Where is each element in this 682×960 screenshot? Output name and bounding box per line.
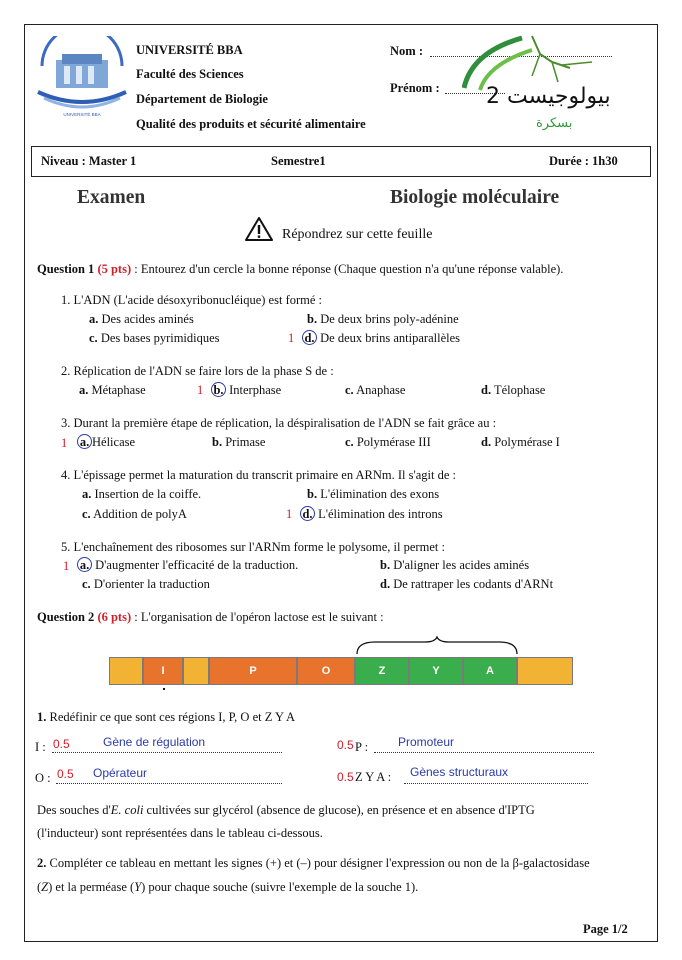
answer-ZYA-label: Z Y A : xyxy=(355,770,392,784)
region-label: O xyxy=(321,665,331,677)
item-2-option-d[interactable]: d. Télophase xyxy=(481,383,546,397)
question-1-text: : Entourez d'un cercle la bonne réponse (Chaque question n'a qu'une réponse valable). xyxy=(131,262,564,276)
para-text: cultivées sur glycérol (absence de glucose), en présence et en absence d'IPTG xyxy=(143,803,535,817)
item-5-text: L'enchaînement des ribosomes sur l'ARNm forme le polysome, il permet : xyxy=(73,540,445,554)
semestre-label: Semestre1 xyxy=(271,154,326,168)
item-2-text: Réplication de l'ADN se faire lors de la phase S de : xyxy=(73,364,334,378)
answer-circle: b. xyxy=(211,382,226,397)
item-3-option-a[interactable] xyxy=(77,434,135,450)
operon-yellow-gap-1 xyxy=(183,657,209,685)
operon-region-I xyxy=(143,657,183,685)
subquestion-1-text: Redéfinir ce que sont ces régions I, P, O et Z Y A xyxy=(49,710,296,724)
item-1-text: L'ADN (L'acide désoxyribonucléique) est formé : xyxy=(73,293,323,307)
item-3-num: 3. xyxy=(61,416,71,430)
item-4-text: L'épissage permet la maturation du transcrit primaire en ARNm. Il s'agit de : xyxy=(73,468,457,482)
subquestion-1 xyxy=(37,710,295,725)
question-2-points: (6 pts) xyxy=(97,610,132,624)
text-part: ( xyxy=(37,880,42,894)
subquestion-2-text: Compléter ce tableau en mettant les signes (+) et (–) pour désigner l'expression ou non de la β-galactosidase xyxy=(46,856,590,870)
niveau-label: Niveau : Master 1 xyxy=(41,154,137,168)
item-1 xyxy=(61,293,322,308)
duree-label: Durée : 1h30 xyxy=(549,154,618,168)
item-3-option-d[interactable]: d. Polymérase I xyxy=(481,435,560,449)
item-1-option-c[interactable]: c. Des bases pyrimidiques xyxy=(89,331,220,345)
watermark-text: بيولوجيست 2 xyxy=(486,84,611,109)
para-text: Des souches d' xyxy=(37,803,111,817)
item-1-score: 1 xyxy=(288,331,295,345)
text-part: ) et la perméase ( xyxy=(48,880,135,894)
item-4-option-b[interactable]: b. L'élimination des exons xyxy=(307,487,440,501)
answer-ZYA-text: Gènes structuraux xyxy=(410,765,509,779)
strains-paragraph-line-1 xyxy=(37,803,535,818)
option-text: Anaphase xyxy=(356,383,406,397)
option-text: Addition de polyA xyxy=(93,507,187,521)
subquestion-1-num: 1. xyxy=(37,710,47,724)
answer-I-text: Gène de régulation xyxy=(103,735,206,749)
question-2-text: : L'organisation de l'opéron lactose est le suivant : xyxy=(131,610,384,624)
item-1-option-d[interactable] xyxy=(302,330,460,346)
option-text: Interphase xyxy=(229,383,282,397)
program-name: Qualité des produits et sécurité alimentaire xyxy=(136,117,366,131)
item-3 xyxy=(61,416,496,431)
item-5-option-c[interactable]: c. D'orienter la traduction xyxy=(82,577,210,591)
operon-region-Z xyxy=(355,657,409,685)
gene-Y: Y xyxy=(134,880,142,894)
answer-circle: d. xyxy=(300,506,315,521)
option-text: Insertion de la coiffe. xyxy=(94,487,202,501)
question-1-header xyxy=(37,262,563,277)
answer-O-score: 0.5 xyxy=(57,767,74,781)
exam-title: Examen xyxy=(77,187,146,208)
subject-title: Biologie moléculaire xyxy=(390,187,560,208)
item-3-option-b[interactable]: b. Primase xyxy=(212,435,266,449)
item-2-option-c[interactable]: c. Anaphase xyxy=(345,383,406,397)
text-part: ) pour chaque souche (suivre l'exemple de la souche 1). xyxy=(141,880,419,894)
option-text: Polymérase III xyxy=(356,435,431,449)
option-text: D'augmenter l'efficacité de la traduction. xyxy=(95,558,299,572)
operon-region-P xyxy=(209,657,297,685)
prenom-label: Prénom : xyxy=(390,81,440,95)
item-5-option-d[interactable]: d. De rattraper les codants d'ARNt xyxy=(380,577,554,591)
answer-O-label: O : xyxy=(35,771,51,785)
option-text: De rattraper les codants d'ARNt xyxy=(393,577,554,591)
answer-I-score: 0.5 xyxy=(53,737,70,751)
answer-ZYA-score: 0.5 xyxy=(337,770,354,784)
item-5-num: 5. xyxy=(61,540,71,554)
item-5 xyxy=(61,540,445,555)
item-5-option-b[interactable]: b. D'aligner les acides aminés xyxy=(380,558,530,572)
warning-icon xyxy=(244,216,274,242)
item-3-text: Durant la première étape de réplication, la déspiralisation de l'ADN se fait grâce au : xyxy=(73,416,497,430)
question-1-points: (5 pts) xyxy=(97,262,132,276)
answer-ZYA-line[interactable] xyxy=(404,783,588,784)
option-text: Polymérase I xyxy=(494,435,560,449)
answer-I-line[interactable] xyxy=(52,752,282,753)
option-text: Hélicase xyxy=(92,435,136,449)
page-number: Page 1/2 xyxy=(583,922,628,936)
operon-yellow-left xyxy=(109,657,143,685)
region-label: Y xyxy=(432,665,440,677)
option-text: De deux brins poly-adénine xyxy=(320,312,459,326)
option-text: L'élimination des exons xyxy=(320,487,440,501)
item-3-option-c[interactable]: c. Polymérase III xyxy=(345,435,431,449)
question-1-label: Question 1 xyxy=(37,262,95,276)
item-1-option-b[interactable]: b. De deux brins poly-adénine xyxy=(307,312,459,326)
item-2 xyxy=(61,364,334,379)
region-label: I xyxy=(161,665,165,677)
answer-P-text: Promoteur xyxy=(398,735,455,749)
option-text: De deux brins antiparallèles xyxy=(320,331,461,345)
subquestion-2-line-2 xyxy=(37,880,418,895)
department-name: Département de Biologie xyxy=(136,92,268,106)
item-4-score: 1 xyxy=(286,507,293,521)
item-2-option-a[interactable]: a. Métaphase xyxy=(79,383,146,397)
option-text: Des acides aminés xyxy=(101,312,194,326)
region-label: P xyxy=(249,665,257,677)
answer-P-label: P : xyxy=(355,740,369,754)
item-2-num: 2. xyxy=(61,364,71,378)
region-label: A xyxy=(486,665,494,677)
answer-circle: a. xyxy=(77,557,92,572)
watermark-subtext: بسكرة xyxy=(536,116,573,131)
answer-O-text: Opérateur xyxy=(93,766,148,780)
structural-genes-brace xyxy=(355,636,519,656)
question-2-header xyxy=(37,610,384,625)
subquestion-2-line-1 xyxy=(37,856,590,871)
answer-circle: a. xyxy=(77,434,92,449)
university-name: UNIVERSITÉ BBA xyxy=(136,43,243,57)
strains-paragraph-line-2: (l'inducteur) sont représentées dans le tableau ci-dessous. xyxy=(37,826,323,840)
answer-O-line[interactable] xyxy=(56,783,282,784)
item-5-option-a[interactable] xyxy=(77,557,298,573)
operon-yellow-right xyxy=(517,657,573,685)
university-logo xyxy=(34,36,130,122)
dot-marker xyxy=(163,688,165,690)
gene-Z: Z xyxy=(41,880,49,894)
option-text: D'orienter la traduction xyxy=(93,577,210,591)
svg-text:UNIVERSITÉ BBA: UNIVERSITÉ BBA xyxy=(63,112,101,117)
option-text: L'élimination des introns xyxy=(318,507,443,521)
operon-region-O xyxy=(297,657,355,685)
nom-label: Nom : xyxy=(390,44,423,58)
item-2-option-b[interactable] xyxy=(211,382,281,398)
biologist-watermark-logo xyxy=(462,32,612,92)
item-3-score: 1 xyxy=(61,436,68,450)
item-4-option-d[interactable] xyxy=(300,506,443,522)
item-5-score: 1 xyxy=(63,559,70,573)
ecoli-text: E. coli xyxy=(110,803,144,817)
option-text: Des bases pyrimidiques xyxy=(100,331,220,345)
option-text: Télophase xyxy=(493,383,546,397)
option-text: D'aligner les acides aminés xyxy=(393,558,530,572)
item-4-option-c[interactable]: c. Addition de polyA xyxy=(82,507,187,521)
question-2-label: Question 2 xyxy=(37,610,95,624)
region-label: Z xyxy=(378,665,386,677)
item-4-option-a[interactable]: a. Insertion de la coiffe. xyxy=(82,487,202,501)
answer-P-score: 0.5 xyxy=(337,738,354,752)
faculty-name: Faculté des Sciences xyxy=(136,67,244,81)
item-4-num: 4. xyxy=(61,468,71,482)
item-2-score: 1 xyxy=(197,383,204,397)
subquestion-2-num: 2. xyxy=(37,856,47,870)
operon-region-Y xyxy=(409,657,463,685)
answer-P-line[interactable] xyxy=(374,752,594,753)
answer-circle: d. xyxy=(302,330,317,345)
instruction-text: Répondrez sur cette feuille xyxy=(282,227,433,242)
item-1-num: 1. xyxy=(61,293,71,307)
answer-I-label: I : xyxy=(35,740,46,754)
option-text: Métaphase xyxy=(91,383,146,397)
item-1-option-a[interactable]: a. Des acides aminés xyxy=(89,312,194,326)
option-text: Primase xyxy=(225,435,266,449)
item-4 xyxy=(61,468,456,483)
operon-region-A xyxy=(463,657,517,685)
